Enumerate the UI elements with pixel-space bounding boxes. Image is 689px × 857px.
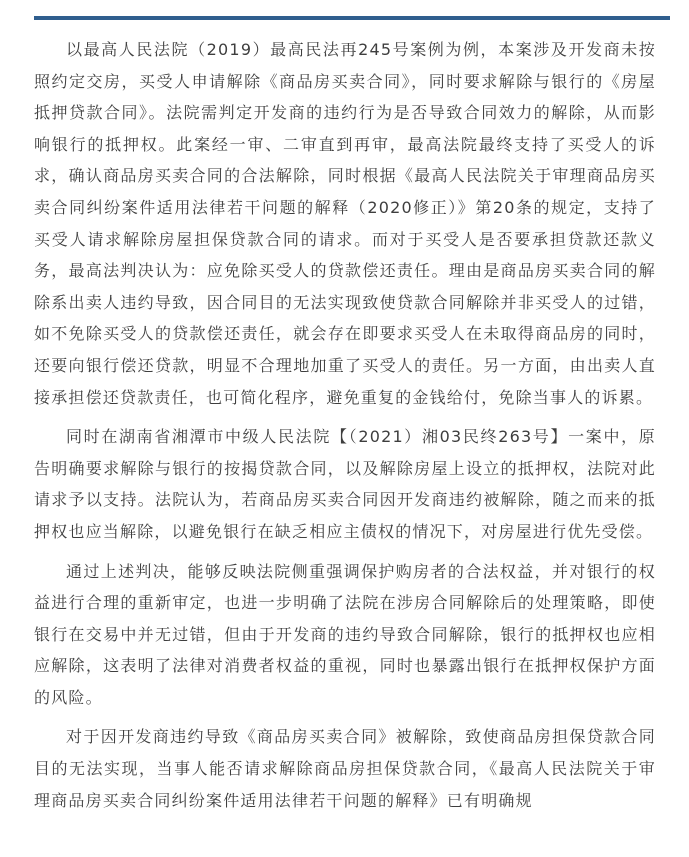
top-divider-bar (34, 16, 670, 20)
paragraph-legal-basis: 对于因开发商违约导致《商品房买卖合同》被解除，致使商品房担保贷款合同目的无法实现，当事人能否请求解除商品房担保贷款合同，《最高人民法院关于审理商品房买卖合同纠纷案件适用法律若干问题的解释》已有明确规 (34, 727, 656, 810)
article-body (34, 34, 656, 824)
paragraph-case-2021-xiangtan: 同时在湖南省湘潭市中级人民法院【（2021）湘03民终263号】一案中，原告明确要求解除与银行的按揭贷款合同，以及解除房屋上设立的抵押权，法院对此请求予以支持。法院认为，若商品房买卖合同因开发商违约被解除，随之而来的抵押权也应当解除，以避免银行在缺乏相应主债权的情况下，对房屋进行优先受偿。 (34, 427, 656, 541)
paragraph-case-2019-supreme-court: 以最高人民法院（2019）最高民法再245号案例为例，本案涉及开发商未按照约定交房，买受人申请解除《商品房买卖合同》，同时要求解除与银行的《房屋抵押贷款合同》。法院需判定开发商的违约行为是否导致合同效力的解除，从而影响银行的抵押权。此案经一审、二审直到再审，最高法院最终支持了买受人的诉求，确认商品房买卖合同的合法解除，同时根据《最高人民法院关于审理商品房买卖合同纠纷案件适用法律若干问题的解释（2020修正）》第20条的规定，支持了买受人请求解除房屋担保贷款合同的请求。而对于买受人是否要承担贷款还款义务，最高法判决认为：应免除买受人的贷款偿还责任。理由是商品房买卖合同的解除系出卖人违约导致，因合同目的无法实现致使贷款合同解除并非买受人的过错，如不免除买受人的贷款偿还责任，就会存在即要求买受人在未取得商品房的同时，还要向银行偿还贷款，明显不合理地加重了买受人的责任。另一方面，由出卖人直接承担偿还贷款责任，也可简化程序，避免重复的金钱给付，免除当事人的诉累。 (34, 40, 656, 407)
paragraph-analysis: 通过上述判决，能够反映法院侧重强调保护购房者的合法权益，并对银行的权益进行合理的重新审定，也进一步明确了法院在涉房合同解除后的处理策略，即使银行在交易中并无过错，但由于开发商的违约导致合同解除，银行的抵押权也应相应解除，这表明了法律对消费者权益的重视，同时也暴露出银行在抵押权保护方面的风险。 (34, 561, 656, 707)
